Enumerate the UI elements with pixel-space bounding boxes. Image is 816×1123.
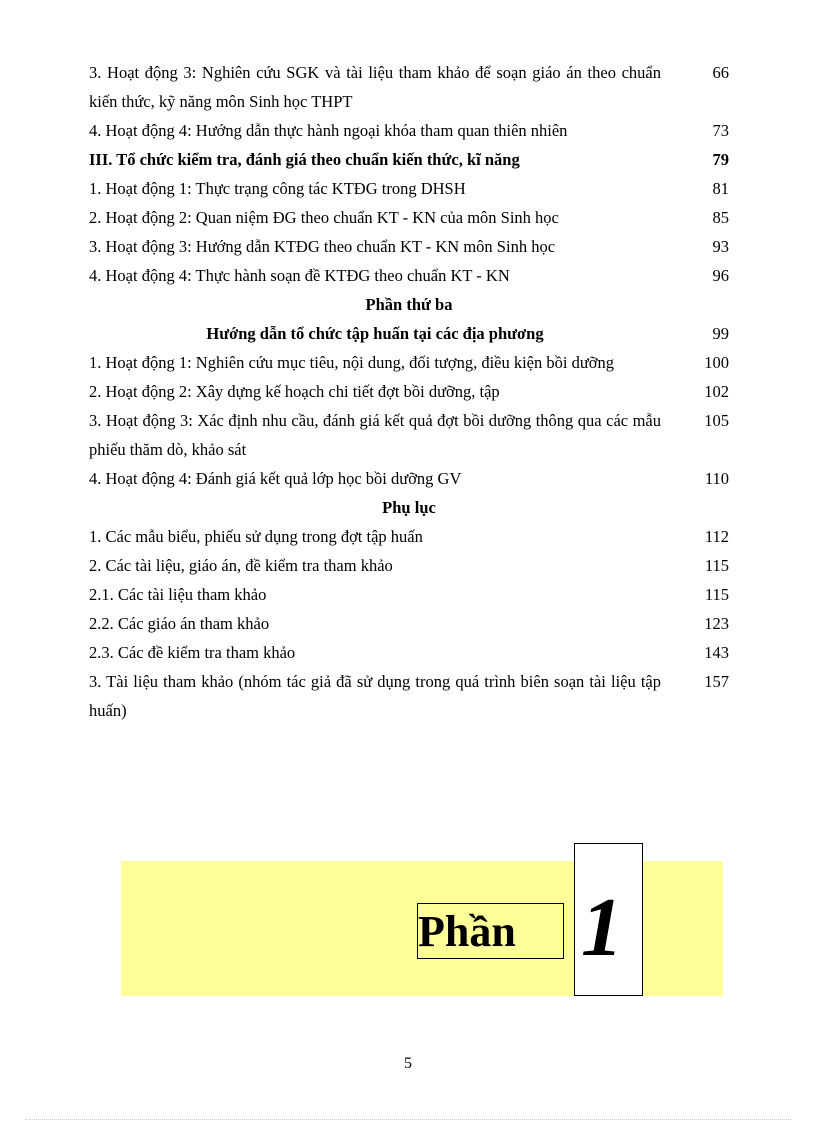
toc-entry-page: 112 bbox=[704, 527, 729, 546]
toc-entry-text: 3. Hoạt động 3: Nghiên cứu SGK và tài liệu tham khảo để soạn giáo án theo chuẩn kiến thức, kỹ năng môn Sinh học THPT bbox=[89, 63, 661, 111]
toc-entry-page: 157 bbox=[704, 672, 729, 691]
toc-entry bbox=[89, 377, 729, 406]
part-banner-number: 1 bbox=[581, 881, 623, 974]
toc-entry-page: 73 bbox=[712, 121, 729, 140]
toc-entry-page: 115 bbox=[704, 556, 729, 575]
toc-entry-text: 2. Hoạt động 2: Quan niệm ĐG theo chuẩn KT - KN của môn Sinh học bbox=[89, 208, 559, 227]
toc-entry-text: 1. Hoạt động 1: Nghiên cứu mục tiêu, nội dung, đối tượng, điều kiện bồi dưỡng bbox=[89, 353, 615, 372]
page-number: 5 bbox=[404, 1055, 412, 1072]
toc-entry-text: 2. Các tài liệu, giáo án, đề kiểm tra tham khảo bbox=[89, 556, 393, 575]
toc-entry bbox=[89, 638, 729, 667]
toc-entry-page: 96 bbox=[712, 266, 729, 285]
toc-entry bbox=[89, 609, 729, 638]
toc-section-heading bbox=[89, 145, 729, 174]
toc-entry bbox=[89, 464, 729, 493]
toc-entry-text: 4. Hoạt động 4: Thực hành soạn đề KTĐG theo chuẩn KT - KN bbox=[89, 266, 510, 285]
toc-entry-text: 4. Hoạt động 4: Đánh giá kết quả lớp học bồi dưỡng GV bbox=[89, 469, 462, 488]
toc-part-title bbox=[89, 319, 729, 348]
toc-entry bbox=[89, 667, 729, 725]
toc-entry-text: 2. Hoạt động 2: Xây dựng kế hoạch chi tiết đợt bồi dưỡng, tập bbox=[89, 382, 500, 401]
toc-entry-text: 3. Hoạt động 3: Xác định nhu cầu, đánh giá kết quả đợt bồi dưỡng thông qua các mẫu phiếu thăm dò, khảo sát bbox=[89, 411, 661, 459]
toc-entry bbox=[89, 522, 729, 551]
toc-entry-page: 99 bbox=[712, 324, 729, 343]
toc-entry-text: 3. Tài liệu tham khảo (nhóm tác giả đã sử dụng trong quá trình biên soạn tài liệu tập huấn) bbox=[89, 672, 661, 720]
toc-entry-text: 4. Hoạt động 4: Hướng dẫn thực hành ngoại khóa tham quan thiên nhiên bbox=[89, 121, 568, 140]
toc-entry-text: Hướng dẫn tổ chức tập huấn tại các địa phương bbox=[206, 324, 544, 343]
page-bottom-divider bbox=[25, 1119, 791, 1120]
toc-entry bbox=[89, 580, 729, 609]
toc-part-heading bbox=[89, 290, 729, 319]
toc-entry-page: 110 bbox=[704, 469, 729, 488]
toc-entry-page: 105 bbox=[704, 411, 729, 430]
toc-entry-text: Phần thứ ba bbox=[365, 295, 453, 314]
toc-part-heading bbox=[89, 493, 729, 522]
toc-entry-text: 1. Hoạt động 1: Thực trạng công tác KTĐG trong DHSH bbox=[89, 179, 466, 198]
toc-entry bbox=[89, 406, 729, 464]
toc-entry bbox=[89, 348, 729, 377]
toc-entry-text: 2.2. Các giáo án tham khảo bbox=[89, 614, 270, 633]
table-of-contents bbox=[89, 58, 729, 725]
toc-entry-page: 115 bbox=[704, 585, 729, 604]
toc-entry-text: 1. Các mẫu biểu, phiếu sử dụng trong đợt tập huấn bbox=[89, 527, 423, 546]
toc-entry-text: 2.3. Các đề kiểm tra tham khảo bbox=[89, 643, 296, 662]
toc-entry-page: 143 bbox=[704, 643, 729, 662]
part-banner-word: Phần bbox=[418, 907, 516, 956]
toc-entry bbox=[89, 203, 729, 232]
part-banner-number-box bbox=[574, 843, 643, 996]
toc-entry-text: Phụ lục bbox=[382, 498, 436, 517]
toc-entry-text: 3. Hoạt động 3: Hướng dẫn KTĐG theo chuẩn KT - KN môn Sinh học bbox=[89, 237, 556, 256]
toc-entry-page: 85 bbox=[712, 208, 729, 227]
toc-entry bbox=[89, 232, 729, 261]
toc-entry-page: 66 bbox=[712, 63, 729, 82]
toc-entry bbox=[89, 551, 729, 580]
toc-entry-page: 102 bbox=[704, 382, 729, 401]
toc-entry-page: 79 bbox=[712, 150, 729, 169]
toc-entry-page: 81 bbox=[712, 179, 729, 198]
toc-entry-page: 100 bbox=[704, 353, 729, 372]
toc-entry-text: III. Tổ chức kiểm tra, đánh giá theo chuẩn kiến thức, kĩ năng bbox=[89, 150, 520, 169]
toc-entry bbox=[89, 58, 729, 116]
toc-entry bbox=[89, 174, 729, 203]
toc-entry bbox=[89, 261, 729, 290]
toc-entry-page: 123 bbox=[704, 614, 729, 633]
toc-entry bbox=[89, 116, 729, 145]
part-banner-label-box bbox=[417, 903, 564, 959]
toc-entry-page: 93 bbox=[712, 237, 729, 256]
toc-entry-text: 2.1. Các tài liệu tham khảo bbox=[89, 585, 267, 604]
